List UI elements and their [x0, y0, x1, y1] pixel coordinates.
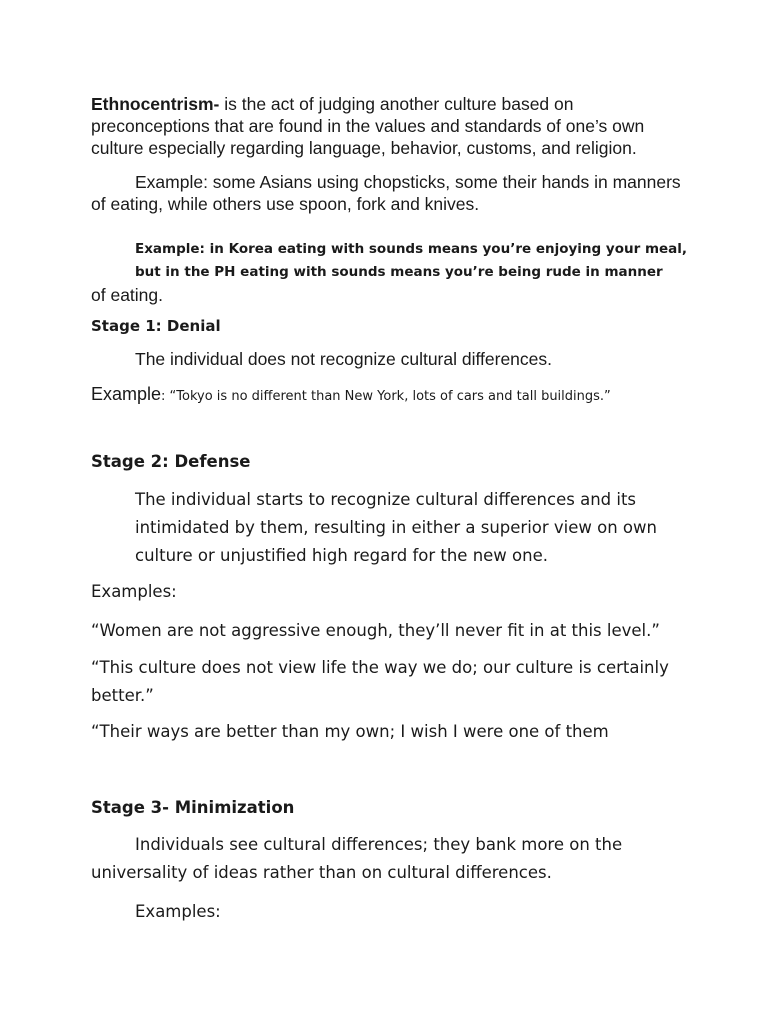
stage3-description: Individuals see cultural differences; they bank more on the universality of ideas rather than on cultural differences.	[91, 835, 623, 882]
stage2-heading: Stage 2: Defense	[91, 452, 251, 471]
stage3-examples-label: Examples:	[135, 902, 221, 921]
example-korea-rest: of eating.	[91, 285, 163, 305]
stage2-examples-label: Examples:	[91, 582, 177, 601]
stage1-example	[91, 382, 691, 409]
stage1-example-quote: : “Tokyo is no different than New York, lots of cars and tall buildings.”	[161, 389, 611, 404]
example-korea	[91, 238, 691, 307]
ethnocentrism-term: Ethnocentrism-	[91, 94, 220, 114]
stage2-quote-ways: “Their ways are better than my own; I wish I were one of them	[91, 722, 609, 741]
stage2-description: The individual starts to recognize cultural differences and its intimidated by them, resulting in either a superior view on own culture or unjustified high regard for the new one.	[135, 490, 657, 565]
stage3-heading: Stage 3- Minimization	[91, 798, 295, 817]
ethnocentrism-definition	[91, 93, 691, 159]
stage1-heading: Stage 1: Denial	[91, 317, 221, 335]
ethnocentrism-definition-text: is the act of judging another culture based on preconceptions that are found in the values and standards of one’s own culture especially regarding language, behavior, customs, and religion.	[91, 94, 645, 158]
example-chopsticks: Example: some Asians using chopsticks, some their hands in manners of eating, while others use spoon, fork and knives.	[91, 172, 681, 214]
stage2-quote-culture: “This culture does not view life the way we do; our culture is certainly better.”	[91, 658, 669, 705]
stage1-example-label: Example	[91, 384, 162, 404]
stage1-description: The individual does not recognize cultural differences.	[135, 349, 553, 369]
example-korea-bold: Example: in Korea eating with sounds means you’re enjoying your meal, but in the PH eating with sounds means you’re being rude in manner	[135, 241, 688, 280]
stage2-quote-women: “Women are not aggressive enough, they’ll never fit in at this level.”	[91, 621, 660, 640]
